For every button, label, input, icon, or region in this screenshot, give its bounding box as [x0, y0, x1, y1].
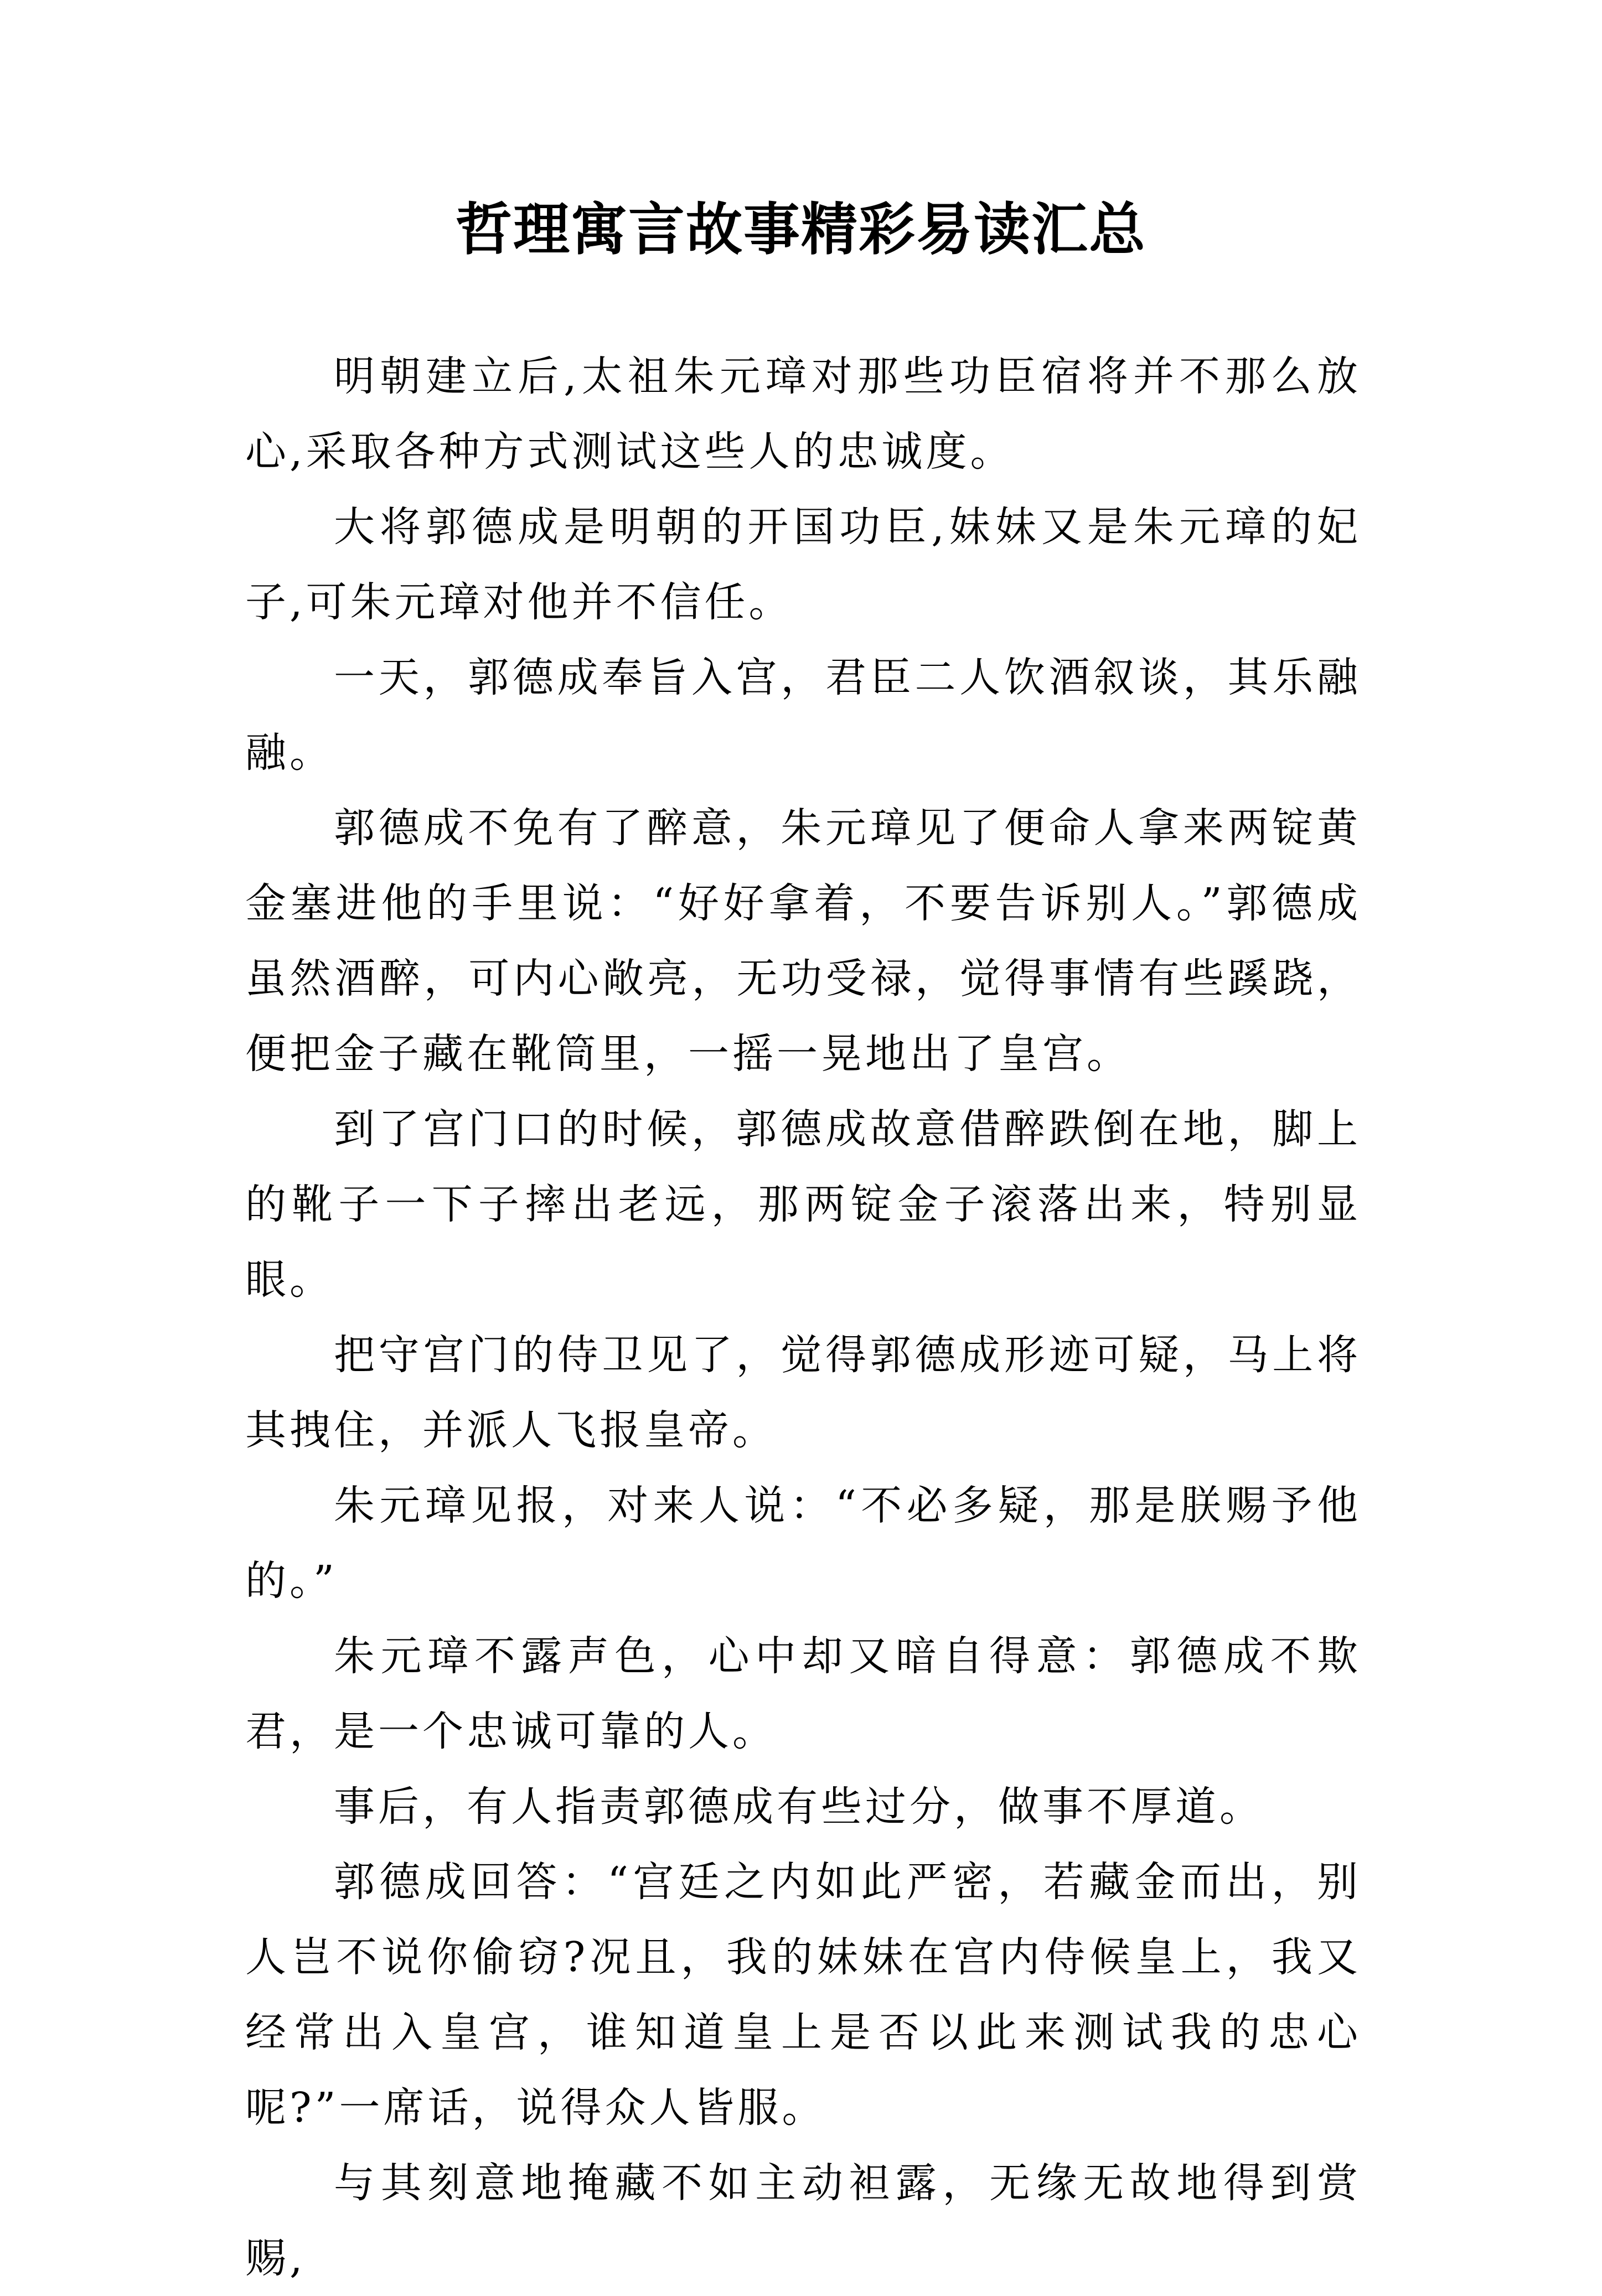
paragraph: 把守宫门的侍卫见了，觉得郭德成形迹可疑，马上将其拽住，并派人飞报皇帝。 [245, 1331, 1361, 1454]
paragraph: 与其刻意地掩藏不如主动袒露，无缘无故地得到赏赐, [245, 2159, 1361, 2282]
paragraph: 大将郭德成是明朝的开国功臣,妹妹又是朱元璋的妃子,可朱元璋对他并不信任。 [245, 503, 1361, 626]
paragraph: 郭德成不免有了醉意，朱元璋见了便命人拿来两锭黄金塞进他的手里说：“好好拿着，不要告诉别人。”郭德成虽然酒醉，可内心敞亮，无功受禄，觉得事情有些蹊跷，便把金子藏在靴筒里，一摇一晃地出了皇宫。 [245, 804, 1361, 1078]
paragraph: 事后，有人指责郭德成有些过分，做事不厚道。 [334, 1783, 1264, 1830]
document-body [245, 339, 1361, 2296]
paragraph: 朱元璋见报，对来人说：“不必多疑，那是朕赐予他的。” [245, 1482, 1361, 1605]
paragraph: 郭德成回答：“宫廷之内如此严密，若藏金而出，别人岂不说你偷窃?况且，我的妹妹在宫内侍候皇上，我又经常出入皇宫，谁知道皇上是否以此来测试我的忠心呢?”一席话，说得众人皆服。 [245, 1858, 1361, 2132]
paragraph: 朱元璋不露声色，心中却又暗自得意：郭德成不欺君，是一个忠诚可靠的人。 [245, 1632, 1361, 1755]
document-title: 哲理寓言故事精彩易读汇总 [456, 196, 1146, 263]
paragraph: 到了宫门口的时候，郭德成故意借醉跌倒在地，脚上的靴子一下子摔出老远，那两锭金子滚落出来，特别显眼。 [245, 1105, 1361, 1304]
paragraph: 明朝建立后,太祖朱元璋对那些功臣宿将并不那么放心,采取各种方式测试这些人的忠诚度。 [245, 353, 1361, 475]
paragraph: 一天，郭德成奉旨入宫，君臣二人饮酒叙谈，其乐融融。 [245, 654, 1361, 777]
